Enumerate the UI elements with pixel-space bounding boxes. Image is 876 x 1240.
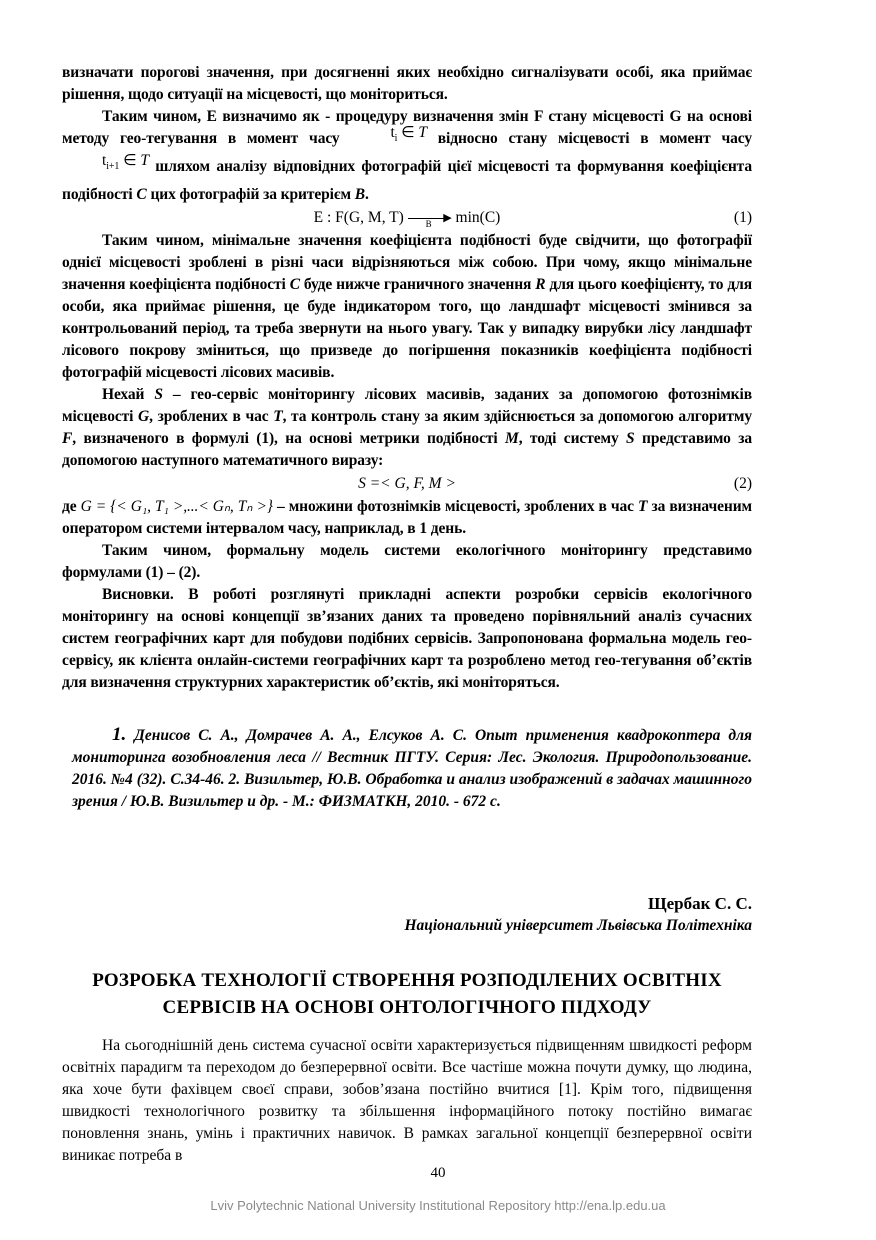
- article-title: РОЗРОБКА ТЕХНОЛОГІЇ СТВОРЕННЯ РОЗПОДІЛЕНИХ ОСВІТНІХ СЕРВІСІВ НА ОСНОВІ ОНТОЛОГІЧНОГО ПІДХОДУ: [92, 970, 722, 1019]
- author-name: Щербак С. С.: [647, 894, 752, 914]
- equation-2: S =< G, F, M > (2): [62, 472, 752, 496]
- formula-ti: $t_i$ ∈ T: [390, 124, 427, 145]
- page-content: [62, 62, 752, 1183]
- repository-footer: Lviv Polytechnic National University Institutional Repository http://ena.lp.edu.ua: [210, 1198, 666, 1213]
- paragraph-1: визначати порогові значення, при досягненні яких необхідно сигналізувати особі, яка приймає рішення, щодо ситуації на місцевості, що моніториться.: [62, 64, 752, 103]
- author-affiliation: Національний університет Львівська Політехніка: [404, 917, 752, 935]
- reference-number: 1.: [112, 724, 127, 746]
- paragraph-3: Таким чином, мінімальне значення коефіцієнта подібності буде свідчити, що фотографії однієї місцевості зроблені в різні часи відрізняються між собою. При чому, якщо мінімальне значення коефіцієнта подібності C буде нижче граничного значення R для цього коефіцієнту, то для особи, яка приймає рішення, це буде індикатором того, що ландшафт місцевості змінився за контрольований період, та треба звернути на нього увагу. Так у випадку вирубки лісу ландшафт лісового покрову зміниться, що призведе до погіршення показників коефіцієнта подібності фотографій місцевості лісових масивів.: [62, 232, 752, 382]
- equation-1-number: (1): [733, 209, 752, 227]
- arrow-icon: ▶ B: [408, 212, 452, 226]
- page-number: 40: [430, 1165, 446, 1181]
- paragraph-4: Нехай S – гео-сервіс моніторингу лісових масивів, заданих за допомогою фотознімків місцевості G, зроблених в час T, та контроль стану за яким здійснюється за допомогою алгоритму F, визначеного в формулі (1), на основі метрики подібності M, тоді систему S представимо за допомогою наступного математичного виразу:: [62, 386, 753, 470]
- equation-1: E : F(G, M, T) ▶ B min(C) (1): [62, 206, 752, 230]
- paragraph-conclusions: Висновки. В роботі розглянуті прикладні аспекти розробки сервісів екологічного моніторингу на основі концепції зв’язаних даних та проведено порівняльний аналіз сучасних систем географічних карт для побудови подібних сервісів. Запропонована формальна модель гео-сервісу, як клієнта онлайн-системи географічних карт та розроблено метод гео-тегування об’єктів для визначення структурних характеристик об’єктів, які моніторяться.: [62, 586, 752, 692]
- references: 1. Денисов С. А., Домрачев А. А., Елсуков А. С. Опыт применения квадрокоптера для мониторинга возобновления леса // Вестник ПГТУ. Серия: Лес. Экология. Природопользование. 2016. №4 (32). С.34-46. 2. Визильтер, Ю.В. Обработка и анализ изображений в задачах машинного зрения / Ю.В. Визильтер и др. - М.: ФИЗМАТКН, 2010. - 672 с.: [72, 724, 753, 811]
- intro-paragraph: На сьогоднішній день система сучасної освіти характеризується підвищенням швидкості реформ освітніх парадигм та переходом до безперервної освіти. Все частіше можна почути думку, що людина, яка хоче бути фахівцем своєї справи, зобов’язана постійно вчитися [1]. Крім того, підвищення швидкості технологічного розвитку та збільшення інформаційного потоку постійно вимагає поновлення знань, умінь і практичних навичок. В рамках загальної концепції безперервної освіти виникає потреба в: [62, 1037, 752, 1165]
- equation-2-number: (2): [733, 475, 752, 493]
- formula-ti1: $t_{i+1}$ ∈ T: [102, 152, 149, 173]
- paragraph-6: Таким чином, формальну модель системи екологічного моніторингу представимо формулами (1) – (2).: [62, 542, 752, 582]
- paragraph-2: Таким чином, Е визначимо як - процедуру визначення змін F стану місцевості G на основі методу гео-тегування в момент часу $t_i$ ∈ T відносно стану місцевості в момент часу $t_{i+1}$ ∈ T шляхом аналізу відповідних фотографій цієї місцевості та формування коефіцієнта подібності C цих фотографій за критерієм B.: [62, 108, 752, 204]
- paragraph-5: де G = {< G₁, T₁ >,...< Gₙ, Tₙ >} – множини фотознімків місцевості, зроблених в час T за визначеним оператором системи інтервалом часу, наприклад, в 1 день.: [62, 498, 752, 538]
